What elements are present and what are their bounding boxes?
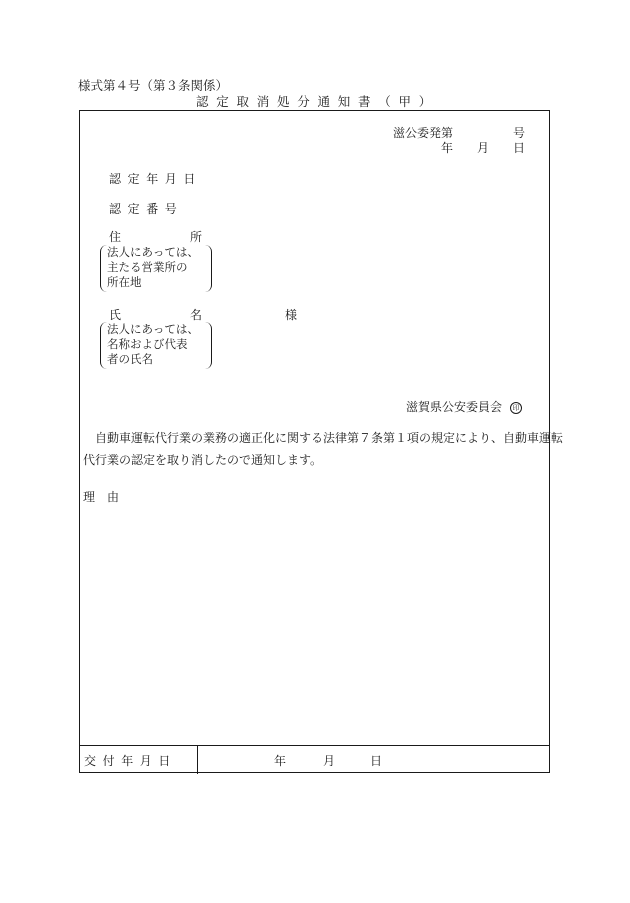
name-note-line-1: 法人にあっては、: [107, 322, 199, 336]
issuer-seal: [510, 401, 522, 414]
name-note-bracket: [100, 322, 212, 369]
name-label-left: 氏: [109, 308, 122, 322]
body-text-line-1: 自動車運転代行業の業務の適正化に関する法律第７条第１項の規定により、自動車運転: [95, 431, 564, 445]
certification-date-label: 認定年月日: [109, 172, 203, 186]
notice-number: 滋公委発第 号: [393, 126, 526, 140]
issue-date-day: 日: [370, 754, 383, 768]
form-number: 様式第４号（第３条関係）: [78, 78, 229, 93]
footer-rule: [80, 745, 549, 746]
name-note-line-3: 者の氏名: [107, 352, 153, 366]
address-note-line-2: 主たる営業所の: [107, 260, 188, 274]
issuer-name: 滋賀県公安委員会: [406, 400, 503, 414]
document-title: 認定取消処分通知書（甲）: [196, 94, 440, 109]
issue-date-label: 交付年月日: [84, 754, 178, 768]
body-text-line-2: 代行業の認定を取り消したので通知します。: [83, 453, 323, 467]
notice-date: 年 月 日: [441, 141, 526, 155]
issue-date-year: 年: [274, 754, 287, 768]
name-label-right: 名: [190, 308, 203, 322]
address-note-bracket: [100, 245, 212, 292]
address-label-right: 所: [190, 230, 203, 244]
name-note-line-2: 名称および代表: [107, 337, 188, 351]
reason-label: 理 由: [83, 490, 120, 504]
address-note-line-3: 所在地: [107, 275, 142, 289]
seal-icon: 印: [510, 402, 522, 414]
certification-number-label: 認定番号: [109, 202, 184, 216]
footer-divider: [197, 745, 198, 774]
name-honorific: 様: [285, 308, 298, 322]
address-note-line-1: 法人にあっては、: [107, 245, 199, 259]
form-frame: [79, 110, 564, 773]
address-label-left: 住: [109, 230, 122, 244]
issue-date-month: 月: [323, 754, 336, 768]
